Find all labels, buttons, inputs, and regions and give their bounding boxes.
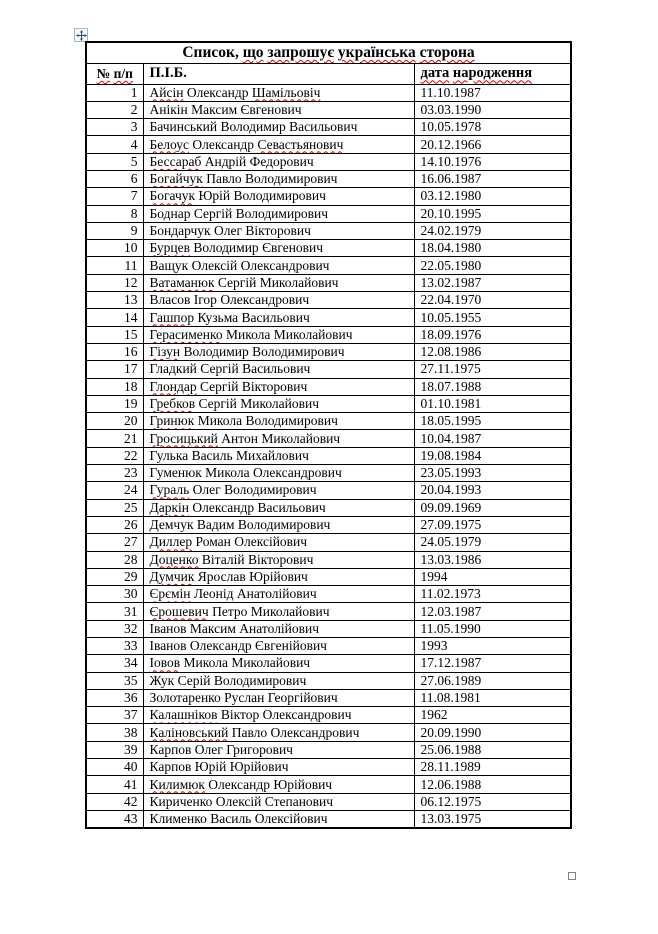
table-row <box>86 205 571 222</box>
table-row <box>86 793 571 810</box>
table-row <box>86 170 571 187</box>
row-number-cell[interactable]: 21 <box>86 430 143 447</box>
table-row <box>86 620 571 637</box>
row-number-cell[interactable]: 27 <box>86 534 143 551</box>
row-number-cell[interactable]: 13 <box>86 292 143 309</box>
row-number-cell[interactable]: 19 <box>86 395 143 412</box>
birth-date-cell[interactable]: 24.05.1979 <box>414 534 571 551</box>
row-number-cell[interactable]: 20 <box>86 413 143 430</box>
row-number-cell[interactable]: 10 <box>86 240 143 257</box>
table-row <box>86 119 571 136</box>
table-row <box>86 326 571 343</box>
person-name-cell[interactable]: Глондар Сергій Вікторович <box>143 378 414 395</box>
birth-date-cell[interactable]: 18.07.1988 <box>414 378 571 395</box>
row-number-cell[interactable]: 4 <box>86 136 143 153</box>
row-number-cell[interactable]: 31 <box>86 603 143 620</box>
row-number-cell[interactable]: 3 <box>86 119 143 136</box>
row-number-cell[interactable]: 8 <box>86 205 143 222</box>
table-row <box>86 810 571 828</box>
misspelled-word: Белоус <box>149 136 189 152</box>
person-name-cell[interactable]: Іванов Максим Анатолійович <box>143 620 414 637</box>
misspelled-word: Шамільовіч <box>251 84 321 100</box>
table-row <box>86 603 571 620</box>
row-number-cell[interactable]: 5 <box>86 153 143 170</box>
misspelled-word: № <box>96 65 111 81</box>
person-name-cell[interactable]: Бессараб Андрій Федорович <box>143 153 414 170</box>
table-row <box>86 274 571 291</box>
table-row <box>86 188 571 205</box>
birth-date-cell[interactable]: 18.05.1995 <box>414 413 571 430</box>
birth-date-cell[interactable]: 24.02.1979 <box>414 222 571 239</box>
table-body <box>86 84 571 828</box>
misspelled-word: п/п <box>113 65 133 81</box>
table-title[interactable]: Список, що запрошує українська сторона <box>86 42 571 64</box>
misspelled-word: Гросицький <box>149 430 218 446</box>
birth-date-cell[interactable]: 22.04.1970 <box>414 292 571 309</box>
misspelled-word: українська <box>337 44 416 61</box>
table-row <box>86 430 571 447</box>
birth-date-cell[interactable]: 22.05.1980 <box>414 257 571 274</box>
row-number-cell[interactable]: 16 <box>86 343 143 360</box>
person-name-cell[interactable]: Гросицький Антон Миколайович <box>143 430 414 447</box>
birth-date-cell[interactable]: 20.09.1990 <box>414 724 571 741</box>
person-name-cell[interactable]: Гашпор Кузьма Васильович <box>143 309 414 326</box>
birth-date-cell[interactable]: 09.09.1969 <box>414 499 571 516</box>
person-name-cell[interactable]: Богайчук Павло Володимирович <box>143 170 414 187</box>
table-row <box>86 240 571 257</box>
birth-date-cell[interactable]: 27.11.1975 <box>414 361 571 378</box>
birth-date-cell[interactable]: 17.12.1987 <box>414 655 571 672</box>
misspelled-word: Богайчук <box>149 171 203 187</box>
birth-date-cell[interactable]: 06.12.1975 <box>414 793 571 810</box>
person-name-cell[interactable]: Герасименко Микола Миколайович <box>143 326 414 343</box>
person-name-cell[interactable]: Диллер Роман Олексійович <box>143 534 414 551</box>
row-number-cell[interactable]: 17 <box>86 361 143 378</box>
misspelled-word: Даркін <box>149 499 189 515</box>
row-number-cell[interactable]: 24 <box>86 482 143 499</box>
person-name-cell[interactable]: Іовов Микола Миколайович <box>143 655 414 672</box>
row-number-cell[interactable]: 1 <box>86 84 143 101</box>
table-row <box>86 257 571 274</box>
birth-date-cell[interactable]: 13.03.1986 <box>414 551 571 568</box>
misspelled-word: запрошує <box>267 44 335 61</box>
table-row <box>86 395 571 412</box>
row-number-cell[interactable]: 43 <box>86 810 143 828</box>
person-name-cell[interactable]: Гізун Володимир Володимирович <box>143 343 414 360</box>
person-name-cell[interactable]: Бачинський Володимир Васильович <box>143 119 414 136</box>
birth-date-cell[interactable]: 20.12.1966 <box>414 136 571 153</box>
table-row <box>86 724 571 741</box>
birth-date-cell[interactable]: 11.08.1981 <box>414 689 571 706</box>
table-row <box>86 638 571 655</box>
person-name-cell[interactable]: Килимюк Олександр Юрійович <box>143 776 414 793</box>
misspelled-word: дата <box>420 65 450 82</box>
birth-date-cell[interactable]: 01.10.1981 <box>414 395 571 412</box>
person-name-cell[interactable]: Демчук Вадим Володимирович <box>143 516 414 533</box>
table-row <box>86 413 571 430</box>
table-row <box>86 689 571 706</box>
misspelled-word: Гашпор <box>149 309 195 325</box>
table-row <box>86 465 571 482</box>
misspelled-word: Гребков <box>149 395 196 411</box>
person-name-cell[interactable]: Гулька Василь Михайлович <box>143 447 414 464</box>
birth-date-cell[interactable]: 27.09.1975 <box>414 516 571 533</box>
row-number-cell[interactable]: 34 <box>86 655 143 672</box>
person-name-cell[interactable]: Карпов Олег Григорович <box>143 741 414 758</box>
person-name-cell[interactable]: Золотаренко Руслан Георгійович <box>143 689 414 706</box>
table-row <box>86 499 571 516</box>
person-name-cell[interactable]: Думчик Ярослав Юрійович <box>143 568 414 585</box>
table-row <box>86 516 571 533</box>
birth-date-cell[interactable]: 1994 <box>414 568 571 585</box>
row-number-cell[interactable]: 22 <box>86 447 143 464</box>
misspelled-word: Бессараб <box>149 153 202 169</box>
table-row <box>86 672 571 689</box>
misspelled-word: Каліновський <box>149 724 229 740</box>
person-name-cell[interactable]: Клименко Василь Олексійович <box>143 810 414 828</box>
table-row <box>86 551 571 568</box>
birth-date-cell[interactable]: 10.05.1955 <box>414 309 571 326</box>
row-number-cell[interactable]: 36 <box>86 689 143 706</box>
birth-date-cell[interactable]: 27.06.1989 <box>414 672 571 689</box>
birth-date-cell[interactable]: 13.02.1987 <box>414 274 571 291</box>
person-name-cell[interactable]: Богачук Юрій Володимирович <box>143 188 414 205</box>
birth-date-cell[interactable]: 12.06.1988 <box>414 776 571 793</box>
person-name-cell[interactable]: Жук Серій Володимирович <box>143 672 414 689</box>
table-row <box>86 343 571 360</box>
person-name-cell[interactable]: Калашніков Віктор Олександрович <box>143 707 414 724</box>
table-row <box>86 361 571 378</box>
table-row <box>86 568 571 585</box>
row-number-cell[interactable]: 9 <box>86 222 143 239</box>
birth-date-cell[interactable]: 10.05.1978 <box>414 119 571 136</box>
person-name-cell[interactable]: Іванов Олександр Євгенійович <box>143 638 414 655</box>
birth-date-cell[interactable]: 10.04.1987 <box>414 430 571 447</box>
misspelled-word: народження <box>452 65 533 82</box>
person-name-cell[interactable]: Ващук Олексій Олександрович <box>143 257 414 274</box>
row-number-cell[interactable]: 2 <box>86 101 143 118</box>
birth-date-cell[interactable]: 03.03.1990 <box>414 101 571 118</box>
birth-date-cell[interactable]: 19.08.1984 <box>414 447 571 464</box>
row-number-cell[interactable]: 7 <box>86 188 143 205</box>
person-name-cell[interactable]: Ватаманюк Сергій Миколайович <box>143 274 414 291</box>
birth-date-cell[interactable]: 18.04.1980 <box>414 240 571 257</box>
birth-date-cell[interactable]: 03.12.1980 <box>414 188 571 205</box>
misspelled-word: Севастьянович <box>257 136 344 152</box>
table-row <box>86 586 571 603</box>
misspelled-word: Доценко <box>149 551 199 567</box>
misspelled-word: Єрємін <box>149 586 191 602</box>
row-number-cell[interactable]: 14 <box>86 309 143 326</box>
misspelled-word: Іовов <box>149 655 181 671</box>
misspelled-word: Глондар <box>149 378 197 394</box>
birth-date-cell[interactable]: 18.09.1976 <box>414 326 571 343</box>
invite-list-table <box>85 41 572 829</box>
person-name-cell[interactable]: Боднар Сергій Володимирович <box>143 205 414 222</box>
row-number-cell[interactable]: 28 <box>86 551 143 568</box>
table-row <box>86 378 571 395</box>
table-resize-handle[interactable] <box>568 872 576 880</box>
table-row <box>86 292 571 309</box>
birth-date-cell[interactable]: 28.11.1989 <box>414 759 571 776</box>
row-number-cell[interactable]: 41 <box>86 776 143 793</box>
person-name-cell[interactable]: Єрємін Леонід Анатолійович <box>143 586 414 603</box>
person-name-cell[interactable]: Даркін Олександр Васильович <box>143 499 414 516</box>
table-title-row <box>86 42 571 64</box>
misspelled-word: Диллер <box>149 534 193 550</box>
person-name-cell[interactable]: Гуменюк Микола Олександрович <box>143 465 414 482</box>
table-row <box>86 655 571 672</box>
row-number-cell[interactable]: 11 <box>86 257 143 274</box>
birth-date-cell[interactable]: 25.06.1988 <box>414 741 571 758</box>
table-move-icon <box>76 30 87 41</box>
misspelled-word: сторона <box>419 44 475 61</box>
person-name-cell[interactable]: Єрошевич Петро Миколайович <box>143 603 414 620</box>
table-row <box>86 153 571 170</box>
person-name-cell[interactable]: Гураль Олег Володимирович <box>143 482 414 499</box>
table-row <box>86 136 571 153</box>
person-name-cell[interactable]: Анікін Максим Євгенович <box>143 101 414 118</box>
birth-date-cell[interactable]: 11.02.1973 <box>414 586 571 603</box>
misspelled-word: Гураль <box>149 482 190 498</box>
birth-date-cell[interactable]: 13.03.1975 <box>414 810 571 828</box>
table-row <box>86 84 571 101</box>
person-name-cell[interactable]: Гладкий Сергій Васильович <box>143 361 414 378</box>
birth-date-cell[interactable]: 16.06.1987 <box>414 170 571 187</box>
table-row <box>86 482 571 499</box>
misspelled-word: Бурцев <box>149 240 191 256</box>
birth-date-cell[interactable]: 11.05.1990 <box>414 620 571 637</box>
table-row <box>86 101 571 118</box>
misspelled-word: що <box>242 44 264 61</box>
misspelled-word: Гринюк <box>149 413 195 429</box>
birth-date-cell[interactable]: 23.05.1993 <box>414 465 571 482</box>
person-name-cell[interactable]: Айсін Олександр Шамільовіч <box>143 84 414 101</box>
person-name-cell[interactable]: Карпов Юрій Юрійович <box>143 759 414 776</box>
row-number-cell[interactable]: 39 <box>86 741 143 758</box>
column-header-1[interactable]: П.І.Б. <box>143 64 414 85</box>
row-number-cell[interactable]: 26 <box>86 516 143 533</box>
column-header-0[interactable] <box>86 64 143 85</box>
row-number-cell[interactable]: 12 <box>86 274 143 291</box>
misspelled-word: Килимюк <box>149 776 205 792</box>
row-number-cell[interactable]: 23 <box>86 465 143 482</box>
table-row <box>86 741 571 758</box>
birth-date-cell[interactable]: 12.08.1986 <box>414 343 571 360</box>
person-name-cell[interactable]: Кириченко Олексій Степанович <box>143 793 414 810</box>
table-header-row <box>86 64 571 85</box>
row-number-cell[interactable]: 40 <box>86 759 143 776</box>
table-row <box>86 776 571 793</box>
row-number-cell[interactable]: 38 <box>86 724 143 741</box>
birth-date-cell[interactable]: 1993 <box>414 638 571 655</box>
misspelled-word: Богачук <box>149 188 196 204</box>
row-number-cell[interactable]: 6 <box>86 170 143 187</box>
misspelled-word: Герасименко <box>149 326 223 342</box>
misspelled-word: Айсін <box>149 84 184 100</box>
birth-date-cell[interactable]: 11.10.1987 <box>414 84 571 101</box>
row-number-cell[interactable]: 30 <box>86 586 143 603</box>
column-header-2[interactable] <box>414 64 571 85</box>
table-row <box>86 759 571 776</box>
person-name-cell[interactable]: Власов Ігор Олександрович <box>143 292 414 309</box>
row-number-cell[interactable]: 37 <box>86 707 143 724</box>
misspelled-word: Думчик <box>149 568 195 584</box>
person-name-cell[interactable]: Каліновський Павло Олександрович <box>143 724 414 741</box>
table-row <box>86 534 571 551</box>
birth-date-cell[interactable]: 20.04.1993 <box>414 482 571 499</box>
row-number-cell[interactable]: 29 <box>86 568 143 585</box>
misspelled-word: Калашніков <box>149 707 218 723</box>
table-row <box>86 309 571 326</box>
table-move-handle[interactable] <box>74 28 88 42</box>
person-name-cell[interactable]: Белоус Олександр Севастьянович <box>143 136 414 153</box>
person-name-cell[interactable]: Гринюк Микола Володимирович <box>143 413 414 430</box>
row-number-cell[interactable]: 33 <box>86 638 143 655</box>
person-name-cell[interactable]: Гребков Сергій Миколайович <box>143 395 414 412</box>
row-number-cell[interactable]: 32 <box>86 620 143 637</box>
birth-date-cell[interactable]: 20.10.1995 <box>414 205 571 222</box>
birth-date-cell[interactable]: 1962 <box>414 707 571 724</box>
row-number-cell[interactable]: 15 <box>86 326 143 343</box>
misspelled-word: Ватаманюк <box>149 274 215 290</box>
misspelled-word: Єрошевич <box>149 603 209 619</box>
person-name-cell[interactable]: Бондарчук Олег Вікторович <box>143 222 414 239</box>
row-number-cell[interactable]: 42 <box>86 793 143 810</box>
misspelled-word: Гізун <box>149 344 181 360</box>
row-number-cell[interactable]: 35 <box>86 672 143 689</box>
person-name-cell[interactable]: Доценко Віталій Вікторович <box>143 551 414 568</box>
birth-date-cell[interactable]: 14.10.1976 <box>414 153 571 170</box>
table-row <box>86 222 571 239</box>
birth-date-cell[interactable]: 12.03.1987 <box>414 603 571 620</box>
table-row <box>86 707 571 724</box>
table-row <box>86 447 571 464</box>
row-number-cell[interactable]: 25 <box>86 499 143 516</box>
row-number-cell[interactable]: 18 <box>86 378 143 395</box>
person-name-cell[interactable]: Бурцев Володимир Євгенович <box>143 240 414 257</box>
